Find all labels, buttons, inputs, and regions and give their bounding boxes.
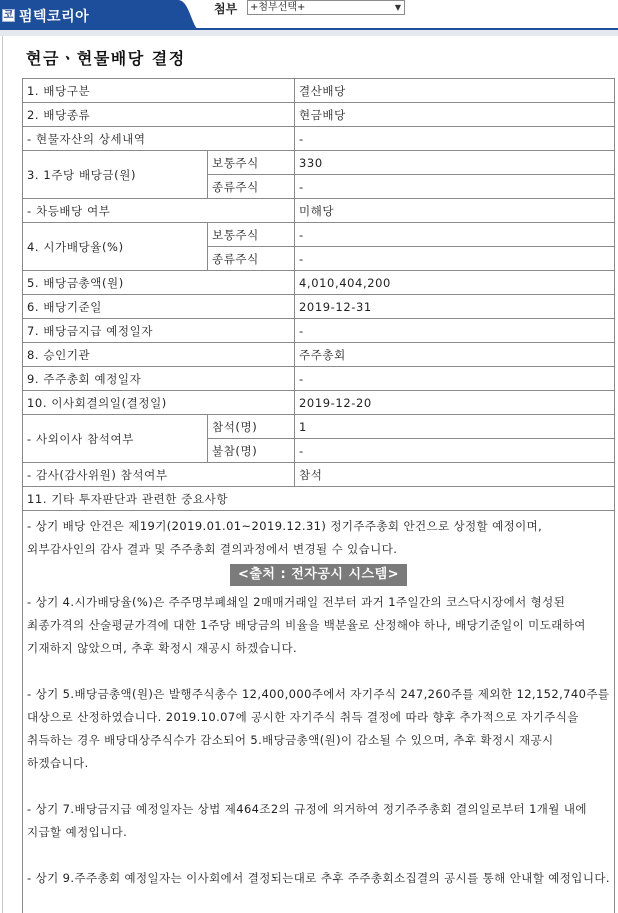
row-value: 330 bbox=[295, 151, 615, 175]
note-paragraph: - 상기 5.배당금총액(원)은 발행주식총수 12,400,000주에서 자기주식 247,260주를 제외한 12,152,740주를 대상으로 산정하였습니다. 2019.10.07에 공시한 자기주식 취득 결정에 따라 향후 추가적으로 자기주식을 취득하는 경우 배당대상주식수가 감소되어 5.배당금총액(원)이 감소될 수 있으며, 추후 확정시 재공시 하겠습니다. bbox=[27, 687, 610, 770]
top-bar bbox=[0, 0, 618, 30]
row-label: 8. 승인기관 bbox=[23, 343, 295, 367]
document-title: 현금ㆍ현물배당 결정 bbox=[26, 49, 186, 68]
row-value: 미해당 bbox=[295, 199, 615, 223]
row-value: - bbox=[295, 367, 615, 391]
table-row bbox=[23, 415, 615, 439]
row-value: - bbox=[295, 247, 615, 271]
row-label: 5. 배당금총액(원) bbox=[23, 271, 295, 295]
row-label: - 차등배당 여부 bbox=[23, 199, 295, 223]
row-value: - bbox=[295, 223, 615, 247]
row-sublabel: 종류주식 bbox=[208, 175, 295, 199]
row-label: 9. 주주총회 예정일자 bbox=[23, 367, 295, 391]
row-value: 2019-12-31 bbox=[295, 295, 615, 319]
table-row bbox=[23, 463, 615, 487]
table-row bbox=[23, 127, 615, 151]
row-value: 1 bbox=[295, 415, 615, 439]
row-value: 2019-12-20 bbox=[295, 391, 615, 415]
row-value: 4,010,404,200 bbox=[295, 271, 615, 295]
row-value: - bbox=[295, 127, 615, 151]
row-label: 1. 배당구분 bbox=[23, 79, 295, 103]
notes-cell bbox=[23, 511, 615, 913]
row-label: 10. 이사회결의일(결정일) bbox=[23, 391, 295, 415]
row-sublabel: 불참(명) bbox=[208, 439, 295, 463]
row-sublabel: 참석(명) bbox=[208, 415, 295, 439]
table-row bbox=[23, 343, 615, 367]
row-value: 결산배당 bbox=[295, 79, 615, 103]
table-row bbox=[23, 79, 615, 103]
row-value: 참석 bbox=[295, 463, 615, 487]
row-label: - 현물자산의 상세내역 bbox=[23, 127, 295, 151]
table-row bbox=[23, 319, 615, 343]
table-row bbox=[23, 391, 615, 415]
table-row bbox=[23, 271, 615, 295]
table-row bbox=[23, 487, 615, 511]
table-row bbox=[23, 223, 615, 247]
row-value: - bbox=[295, 175, 615, 199]
table-row bbox=[23, 367, 615, 391]
table-row bbox=[23, 199, 615, 223]
row-value: - bbox=[295, 319, 615, 343]
attachment-label: 첨부 bbox=[214, 2, 238, 16]
table-row bbox=[23, 103, 615, 127]
company-logo-icon: 코 bbox=[3, 10, 14, 21]
row-label: - 사외이사 참석여부 bbox=[23, 415, 208, 463]
note-paragraph: - 상기 9.주주총회 예정일자는 이사회에서 결정되는대로 추후 주주총회소집결의 공시를 통해 안내할 예정입니다. bbox=[27, 871, 610, 885]
note-paragraph: - 상기 7.배당금지급 예정일자는 상법 제464조2의 규정에 의거하여 정기주주총회 결의일로부터 1개월 내에 지급할 예정입니다. bbox=[27, 802, 587, 839]
company-name: 펌텍코리아 bbox=[19, 9, 90, 25]
company-tab[interactable] bbox=[0, 0, 200, 30]
row-value: 주주총회 bbox=[295, 343, 615, 367]
row-sublabel: 종류주식 bbox=[208, 247, 295, 271]
row-label: 11. 기타 투자판단과 관련한 중요사항 bbox=[23, 487, 615, 511]
row-value: 현금배당 bbox=[295, 103, 615, 127]
row-label: 7. 배당금지급 예정일자 bbox=[23, 319, 295, 343]
attachment-select-value: +첨부선택+ bbox=[250, 2, 306, 13]
table-row bbox=[23, 151, 615, 175]
source-watermark: <출처 : 전자공시 시스템> bbox=[230, 564, 407, 586]
note-paragraph: - 상기 4.시가배당율(%)은 주주명부폐쇄일 2매매거래일 전부터 과거 1주일간의 코스닥시장에서 형성된 최종가격의 산술평균가격에 대한 1주당 배당금의 비율을 백분율로 산정해야 하나, 배당기준일이 미도래하여 기재하지 않았으며, 추후 확정시 재공시 하겠습니다. bbox=[27, 595, 586, 655]
attachment-select[interactable] bbox=[247, 0, 405, 15]
row-sublabel: 보통주식 bbox=[208, 151, 295, 175]
notes-row bbox=[23, 511, 615, 913]
row-value: - bbox=[295, 439, 615, 463]
row-label: 2. 배당종류 bbox=[23, 103, 295, 127]
row-label: 3. 1주당 배당금(원) bbox=[23, 151, 208, 199]
row-label: 6. 배당기준일 bbox=[23, 295, 295, 319]
note-paragraph: - 상기 배당 안건은 제19기(2019.01.01~2019.12.31) 정기주주총회 안건으로 상정할 예정이며, 외부감사인의 감사 결과 및 주주총회 결의과정에서 변경될 수 있습니다. bbox=[27, 519, 543, 556]
table-row bbox=[23, 295, 615, 319]
row-sublabel: 보통주식 bbox=[208, 223, 295, 247]
dropdown-arrow-icon[interactable]: ▼ bbox=[394, 3, 401, 12]
row-label: 4. 시가배당율(%) bbox=[23, 223, 208, 271]
source-watermark-wrap bbox=[27, 563, 610, 589]
row-label: - 감사(감사위원) 참석여부 bbox=[23, 463, 295, 487]
disclosure-table bbox=[22, 78, 615, 913]
